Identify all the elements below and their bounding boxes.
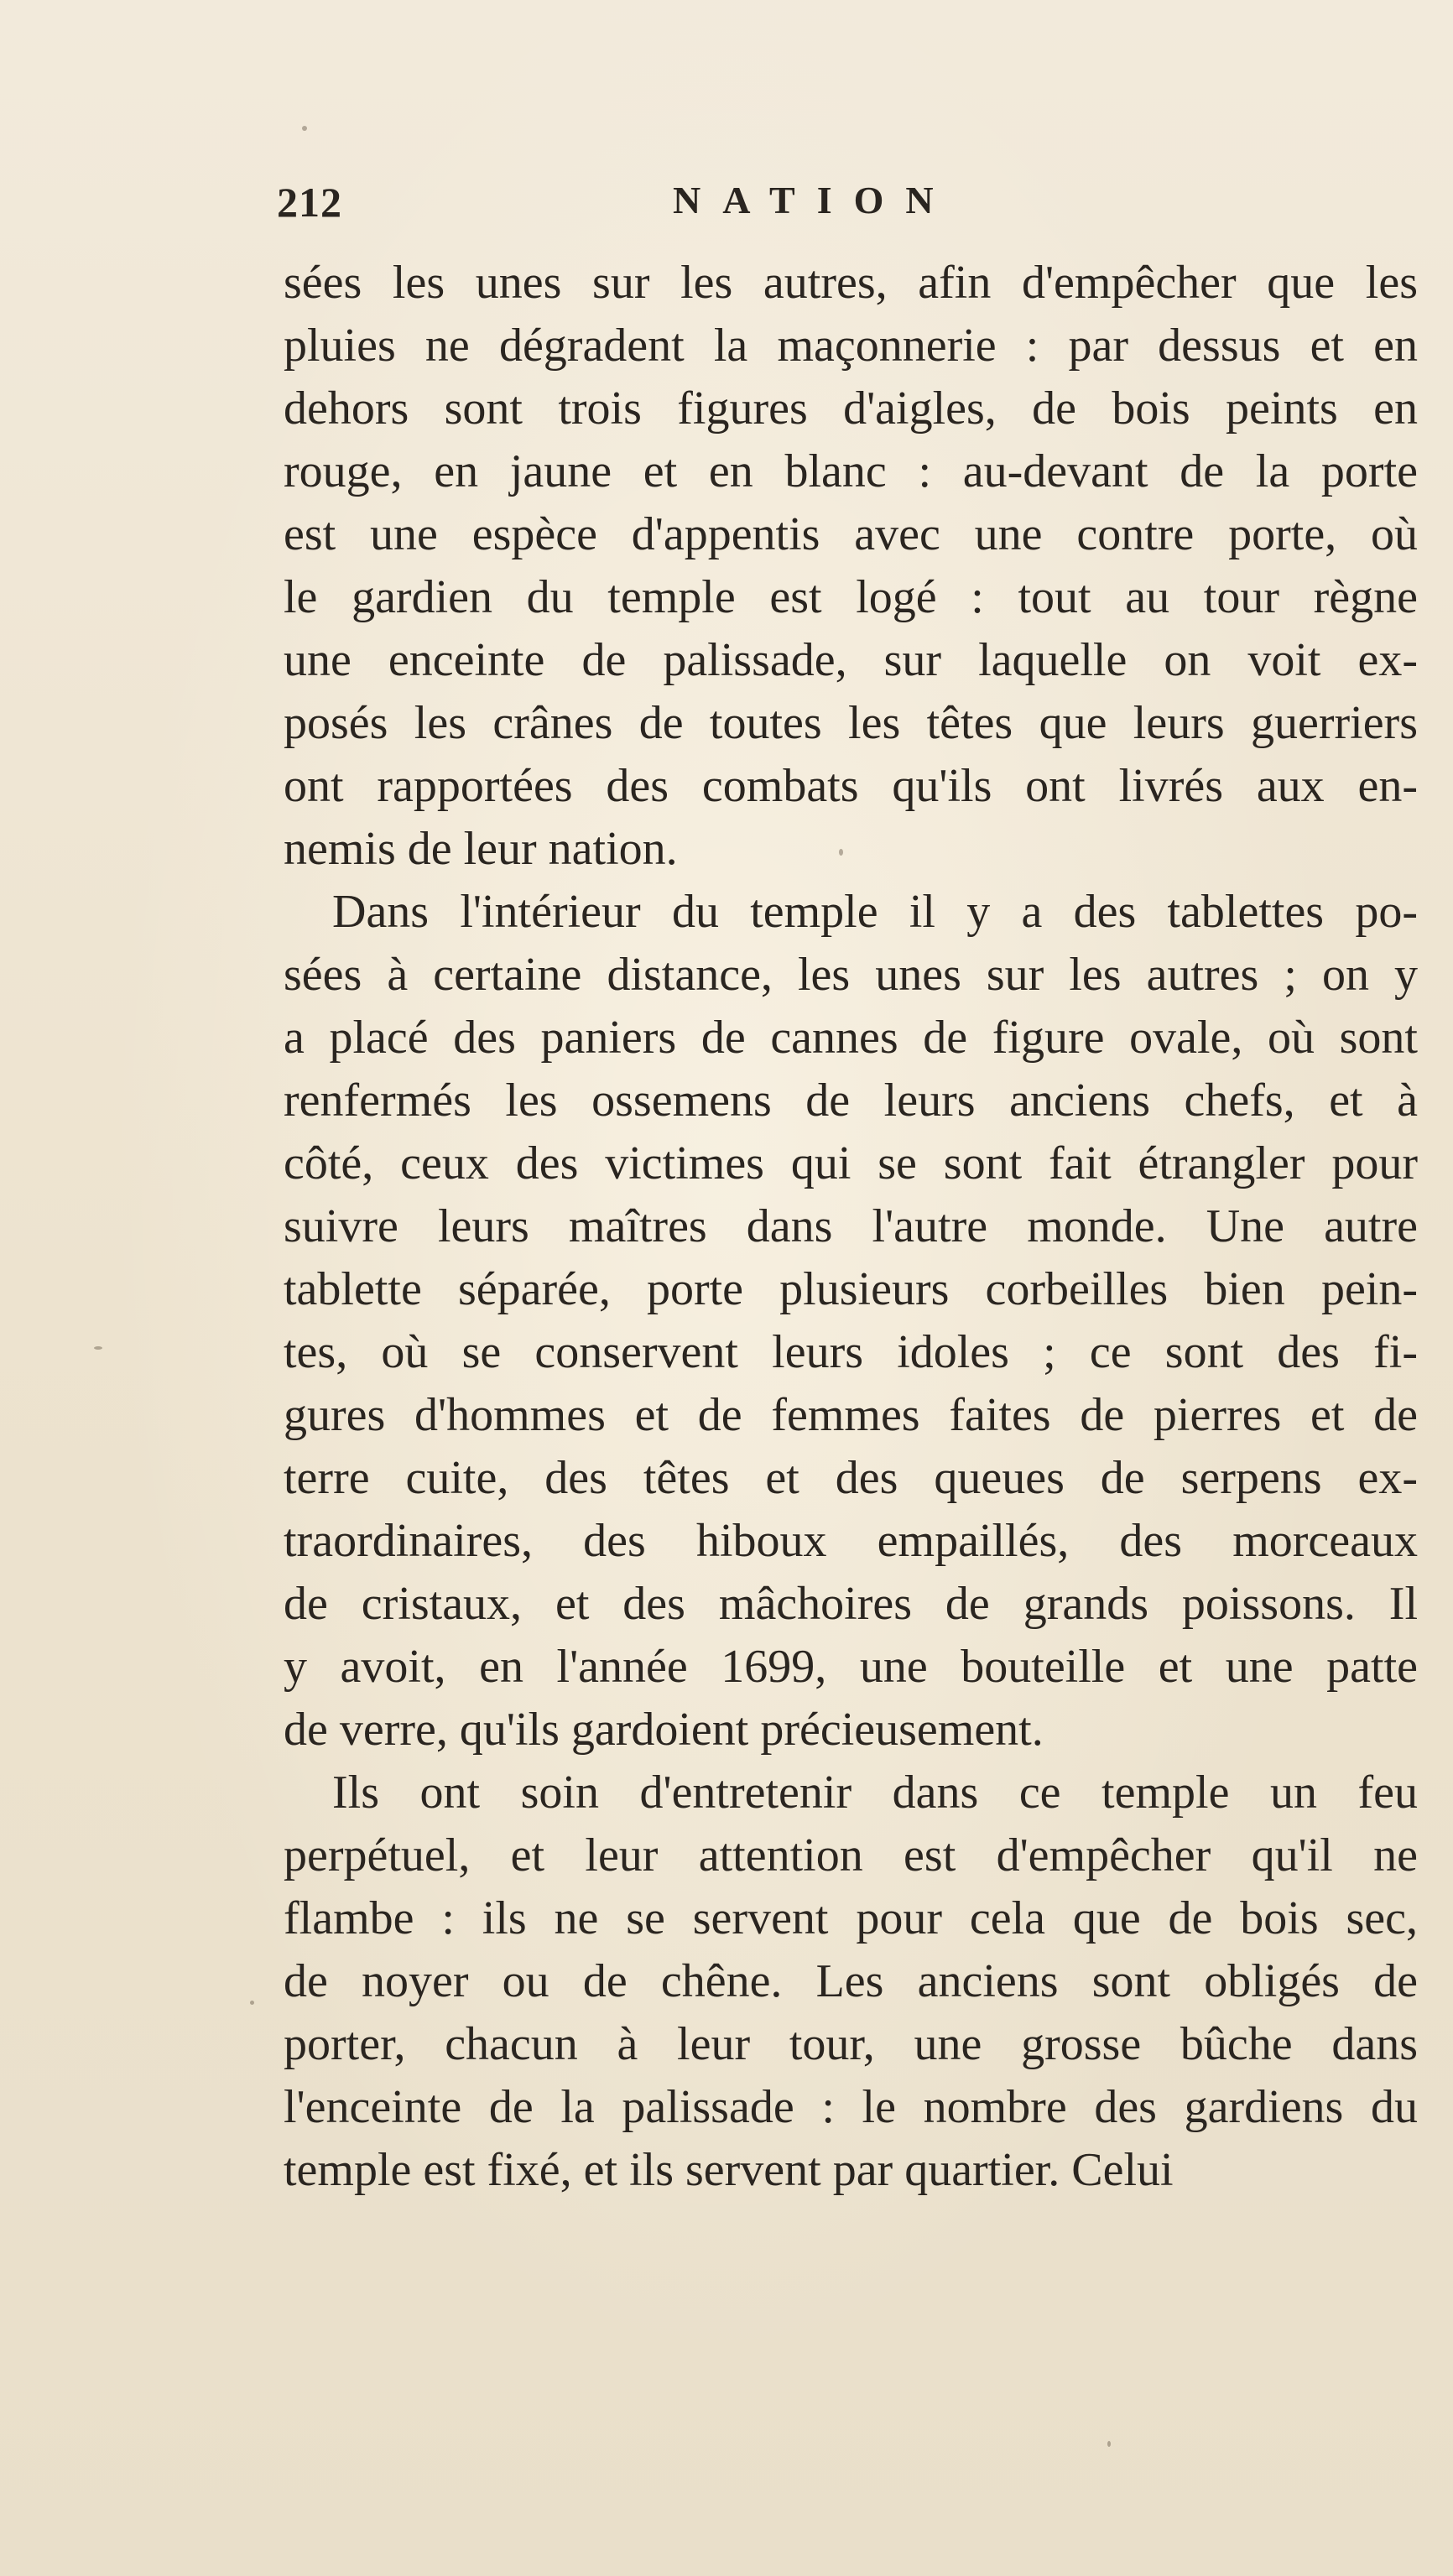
text-line: suivre leurs maîtres dans l'autre monde. Une autre bbox=[284, 1200, 1418, 1252]
text-line: dehors sont trois figures d'aigles, de bois peints en bbox=[284, 382, 1418, 435]
text-line: temple est fixé, et ils servent par quartier. Celui bbox=[284, 2144, 1174, 2196]
text-line: de cristaux, et des mâchoires de grands poissons. Il bbox=[284, 1578, 1418, 1630]
text-line: de verre, qu'ils gardoient précieusement. bbox=[284, 1704, 1044, 1756]
text-line: tablette séparée, porte plusieurs corbeilles bien pein- bbox=[284, 1263, 1418, 1315]
text-line: l'enceinte de la palissade : le nombre des gardiens du bbox=[284, 2081, 1418, 2133]
paper-speck bbox=[839, 849, 843, 856]
body-text bbox=[284, 252, 1418, 2202]
text-line: traordinaires, des hiboux empaillés, des morceaux bbox=[284, 1515, 1418, 1567]
text-line: flambe : ils ne se servent pour cela que de bois sec, bbox=[284, 1892, 1418, 1944]
text-line: nemis de leur nation. bbox=[284, 823, 678, 875]
text-line: y avoit, en l'année 1699, une bouteille et une patte bbox=[284, 1641, 1418, 1693]
paper-speck bbox=[94, 1346, 102, 1350]
text-line: Ils ont soin d'entretenir dans ce temple un feu bbox=[332, 1767, 1418, 1819]
text-line: terre cuite, des têtes et des queues de serpens ex- bbox=[284, 1452, 1418, 1504]
paragraph bbox=[284, 252, 1418, 881]
text-line: est une espèce d'appentis avec une contre porte, où bbox=[284, 508, 1418, 560]
paragraph bbox=[284, 881, 1418, 1762]
running-head bbox=[277, 178, 1418, 228]
text-line: gures d'hommes et de femmes faites de pierres et de bbox=[284, 1389, 1418, 1441]
text-line: ont rapportées des combats qu'ils ont livrés aux en- bbox=[284, 760, 1418, 812]
text-line: sées à certaine distance, les unes sur les autres ; on y bbox=[284, 949, 1418, 1001]
paragraph bbox=[284, 1762, 1418, 2202]
text-line: côté, ceux des victimes qui se sont fait étrangler pour bbox=[284, 1137, 1418, 1189]
running-title: NATION bbox=[673, 179, 956, 221]
text-line: une enceinte de palissade, sur laquelle on voit ex- bbox=[284, 634, 1418, 686]
text-line: le gardien du temple est logé : tout au tour règne bbox=[284, 571, 1418, 623]
text-line: renfermés les ossemens de leurs anciens chefs, et à bbox=[284, 1075, 1418, 1127]
text-line: rouge, en jaune et en blanc : au-devant de la porte bbox=[284, 445, 1418, 497]
text-line: Dans l'intérieur du temple il y a des tablettes po- bbox=[332, 886, 1418, 938]
text-line: pluies ne dégradent la maçonnerie : par dessus et en bbox=[284, 320, 1418, 372]
text-line: sées les unes sur les autres, afin d'empêcher que les bbox=[284, 257, 1418, 309]
text-line: posés les crânes de toutes les têtes que leurs guerriers bbox=[284, 697, 1418, 749]
text-line: tes, où se conservent leurs idoles ; ce sont des fi- bbox=[284, 1326, 1418, 1378]
text-line: porter, chacun à leur tour, une grosse bûche dans bbox=[284, 2018, 1418, 2070]
text-line: perpétuel, et leur attention est d'empêcher qu'il ne bbox=[284, 1829, 1418, 1881]
paper-speck bbox=[1107, 2441, 1111, 2447]
text-line: de noyer ou de chêne. Les anciens sont obligés de bbox=[284, 1955, 1418, 2007]
paper-speck bbox=[250, 2001, 254, 2005]
paper-speck bbox=[302, 126, 307, 131]
page-number: 212 bbox=[277, 179, 342, 226]
text-line: a placé des paniers de cannes de figure ovale, où sont bbox=[284, 1012, 1418, 1064]
